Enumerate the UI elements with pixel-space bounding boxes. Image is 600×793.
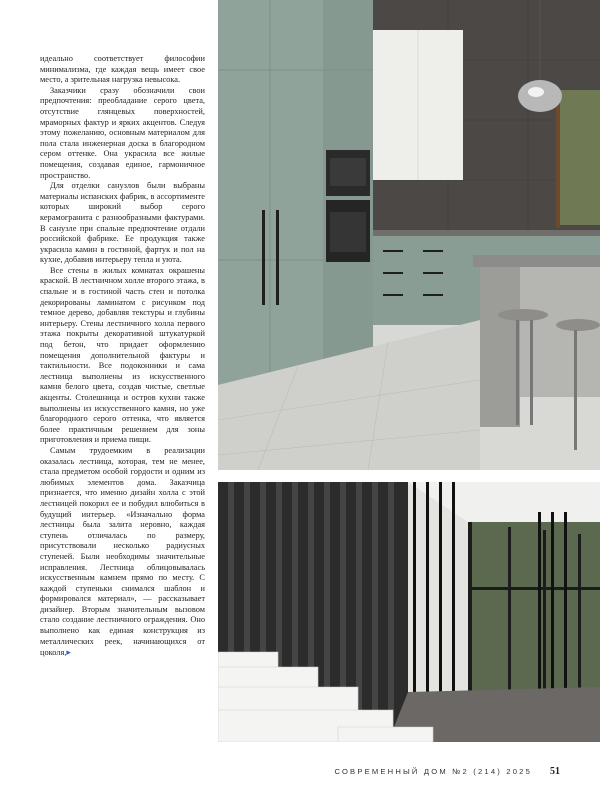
page-number: 51: [550, 765, 560, 777]
page-footer: [300, 764, 560, 778]
article-text-column: [40, 54, 205, 659]
article-paragraph: Все стены в жилых комнатах окрашены краской. В лестничном холле второго этажа, в спальне и в гостиной часть стен и потолка декорированы ламинатом с рисунком под темное дерево, добавляя текстуры и глубины интерьеру. Стены лестничного холла первого этажа покрыты декоративной штукатуркой под бетон, что придает оформлению помещения дополнительной фактуры и тактильности. Все подоконники и сама лестница выполнены из искусственного камня белого цвета, создав чистые, светлые акценты. Столешница и остров кухни также выполнены из искусственного камня, но уже благородного серого оттенка, что является более практичным решением для зоны приготовления и приема пищи.: [40, 265, 205, 445]
staircase-photo: [218, 482, 600, 742]
article-paragraph: Для отделки санузлов были выбраны материалы испанских фабрик, в ассортименте которых широкий выбор серого керамогранита с разнообразными фактурами. В санузле при спальне предпочтение отдали российской фабрике. Ее продукция также украсила камин в гостиной, фартук и пол на кухне, добавив интерьеру тепла и уюта.: [40, 181, 205, 265]
article-paragraph-text: Самым трудоемким в реализации оказалась лестница, которая, тем не менее, стала предметом особой гордости и одним из любимых элементов дома. Заказчица признается, что именно дизайн холла с этой лестницей покорил ее и побудил влюбиться в будущий интерьер. «Изначально форма лестницы была залита неровно, каждая ступень отличалась по размеру, присутствовали несколько радиусных ступеней. Были необходимы значительные исправления. Лестница облицовывалась искусственным камнем прямо по месту. С каждой ступеньки снимался шаблон и формировался материал», — рассказывает дизайнер. Вторым значительным вызовом стало создание лестничного ограждения. Оно выполнено как единая конструкция из металлических реек, начинающихся от цоколя,: [40, 445, 205, 658]
continue-arrow-icon: ▸: [66, 647, 71, 658]
kitchen-photo: [218, 0, 600, 470]
magazine-issue-label: СОВРЕМЕННЫЙ ДОМ №2 (214) 2025: [334, 766, 532, 776]
article-paragraph: идеально соответствует философии минимализма, где каждая вещь имеет свое место, а зрительная нагрузка невысока.: [40, 54, 205, 85]
article-paragraph: Заказчики сразу обозначили свои предпочтения: преобладание серого цвета, отсутствие глянцевых поверхностей, мраморных фактур и ярких акцентов. Следуя этому пожеланию, основным материалом для пола стала инженерная доска в благородном сером оттенке. Она украсила все жилые помещения, создавая единое, гармоничное пространство.: [40, 85, 205, 180]
article-paragraph: [40, 446, 205, 659]
